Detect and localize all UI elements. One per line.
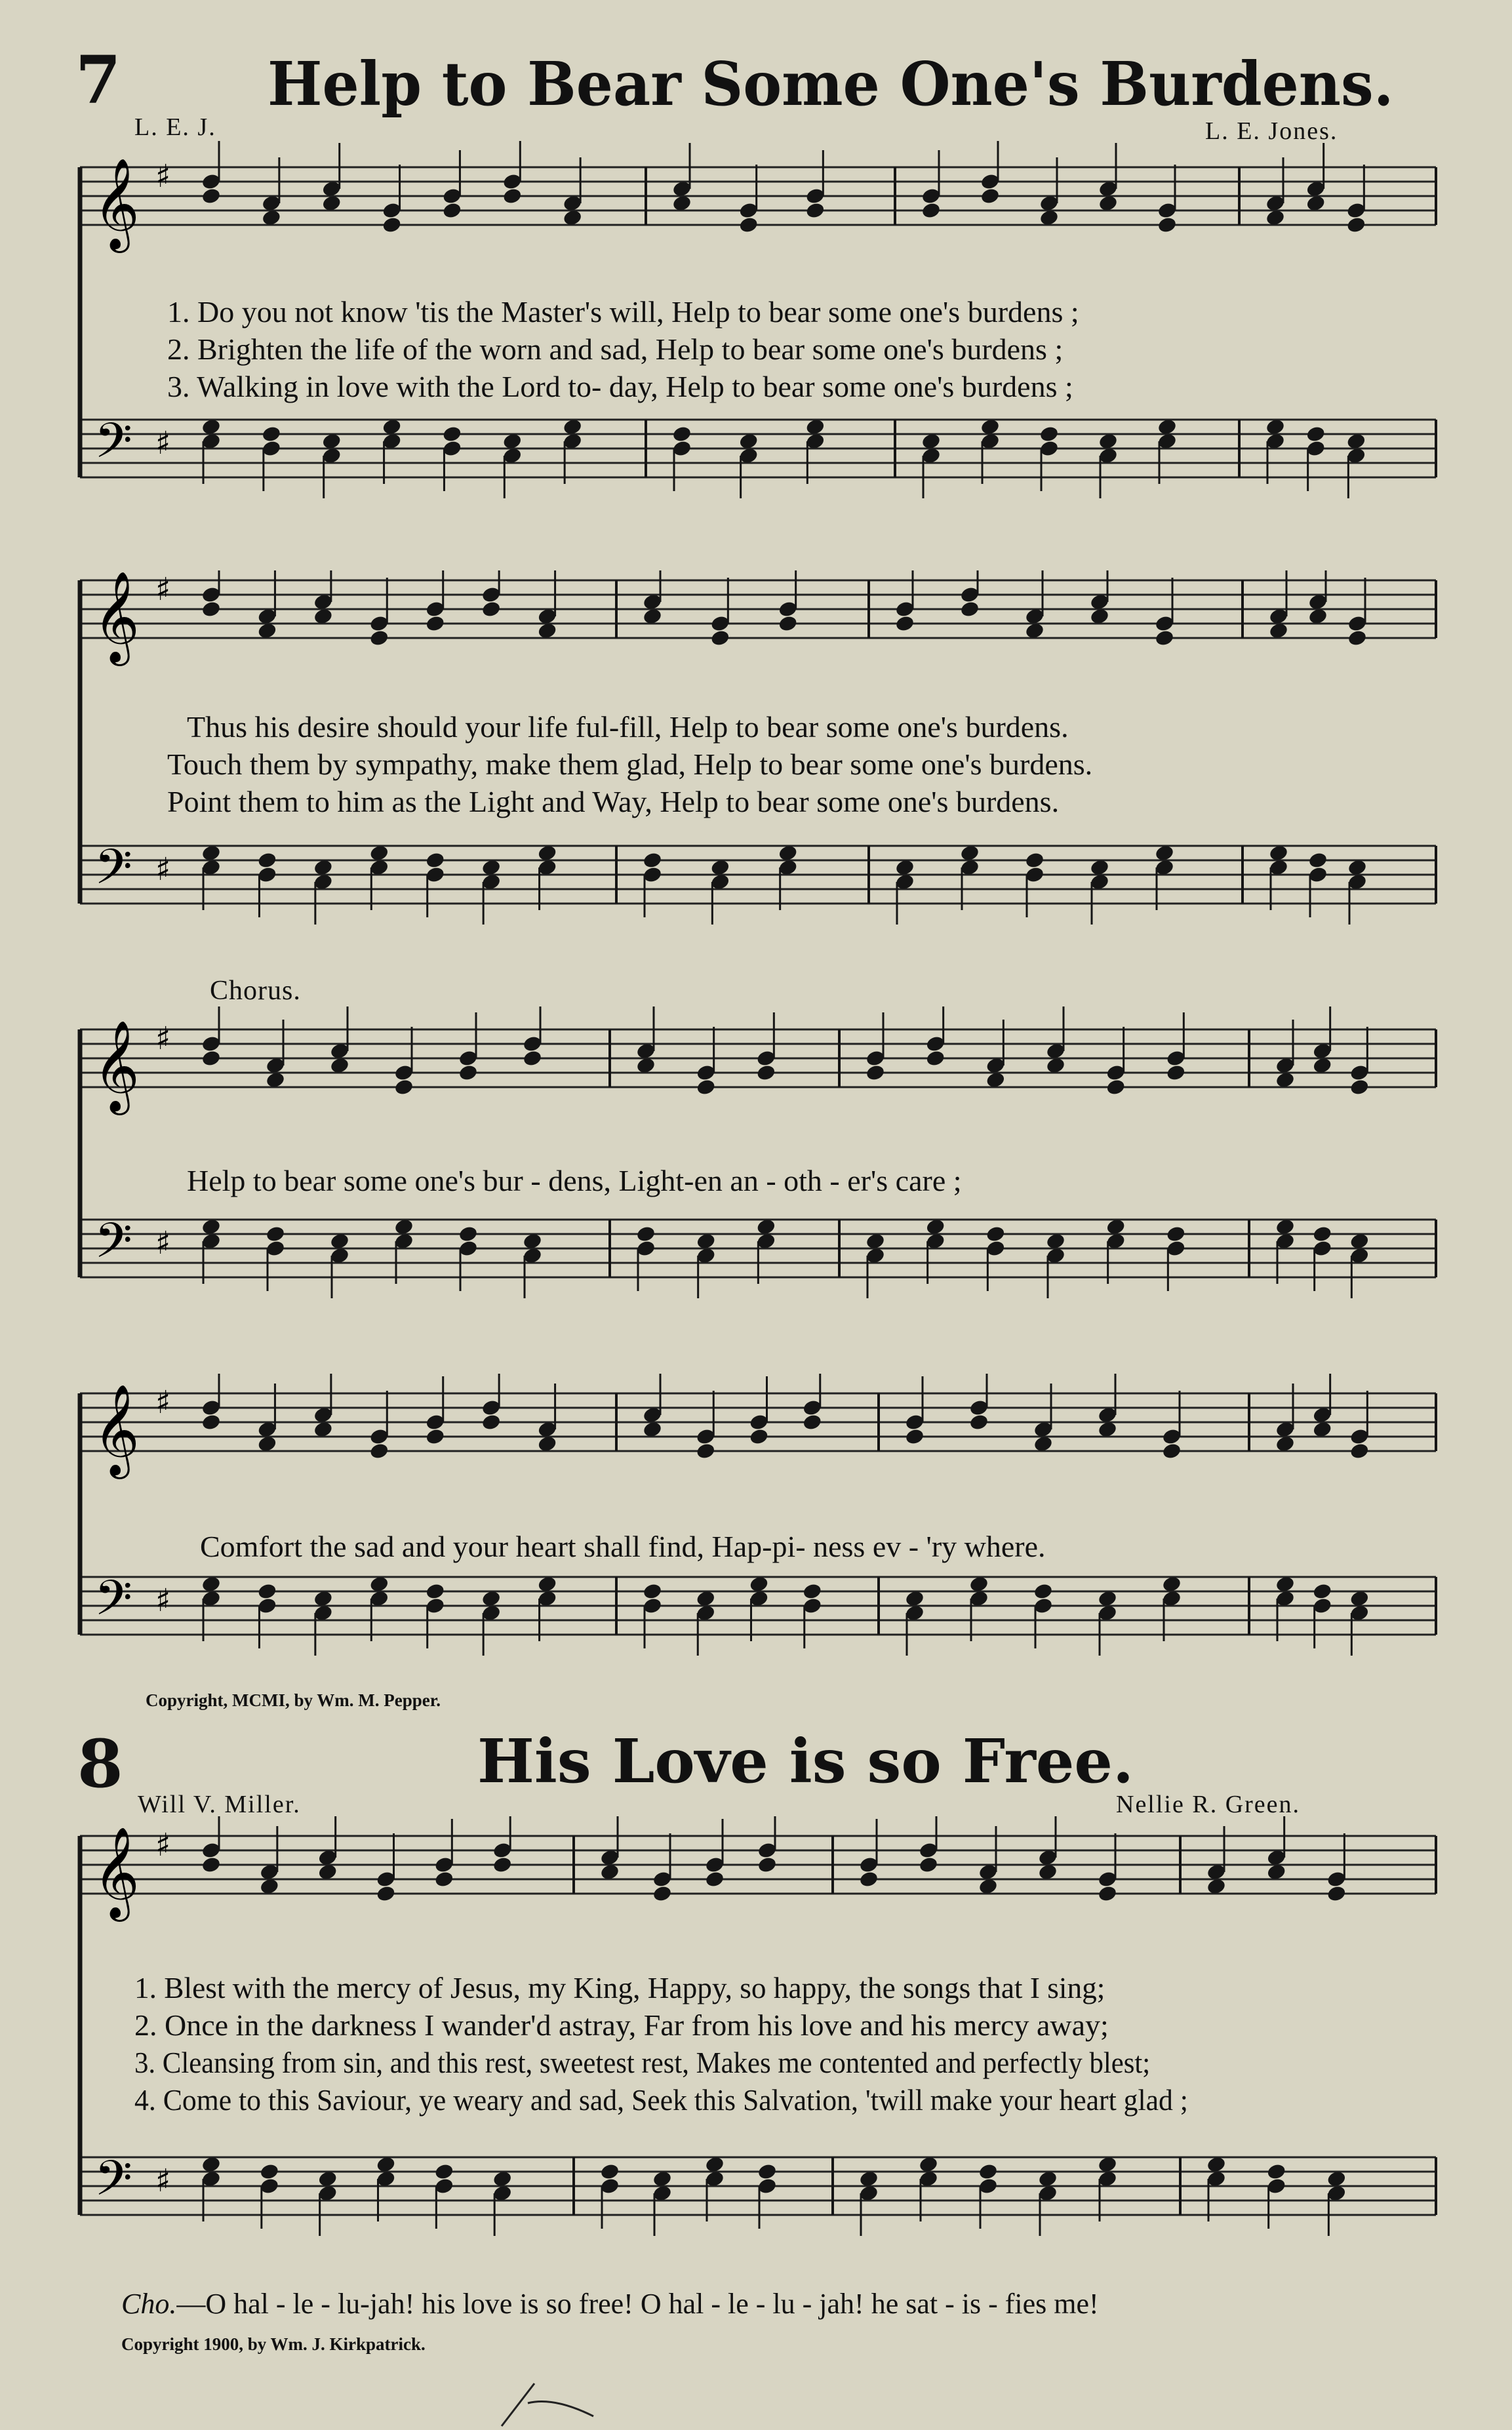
hymn-number: 7 xyxy=(75,41,121,119)
chorus-prefix: Cho. xyxy=(121,2288,177,2320)
treble-clef-icon: 𝄞 xyxy=(93,1020,140,1111)
chorus-lyric-2: Comfort the sad and your heart shall find, Hap-pi- ness ev - 'ry where. xyxy=(200,1530,1046,1563)
sharp-icon: ♯ xyxy=(155,158,171,195)
verse-1-line-b: Thus his desire should your life ful-fill, Help to bear some one's burdens. xyxy=(187,710,1069,744)
verse-2-line-a: 2. Brighten the life of the worn and sad, Help to bear some one's burdens ; xyxy=(167,332,1064,366)
verse-3-line-a: 3. Walking in love with the Lord to- day, Help to bear some one's burdens ; xyxy=(167,370,1073,403)
treble-clef-icon: 𝄞 xyxy=(93,158,140,249)
sharp-icon: ♯ xyxy=(155,571,171,608)
treble-clef-icon: 𝄞 xyxy=(93,571,140,662)
treble-clef-icon: 𝄞 xyxy=(93,1384,140,1475)
sharp-icon: ♯ xyxy=(155,1827,171,1863)
copyright-notice: Copyright 1900, by Wm. J. Kirkpatrick. xyxy=(121,2334,426,2354)
bass-clef-icon: 𝄢 xyxy=(94,2150,132,2219)
sharp-icon: ♯ xyxy=(155,1384,171,1421)
sharp-icon: ♯ xyxy=(155,1020,171,1057)
verse-3-line-b: Point them to him as the Light and Way, Help to bear some one's burdens. xyxy=(167,785,1060,818)
sharp-icon: ♯ xyxy=(155,425,171,462)
bass-clef-icon: 𝄢 xyxy=(94,1570,132,1639)
lyricist-credit: Will V. Miller. xyxy=(138,1791,301,1818)
bass-clef-icon: 𝄢 xyxy=(94,412,132,481)
sharp-icon: ♯ xyxy=(155,2162,171,2199)
verse-1-line-a: 1. Do you not know 'tis the Master's will, Help to bear some one's burdens ; xyxy=(167,295,1079,329)
verse-2-line-b: Touch them by sympathy, make them glad, Help to bear some one's burdens. xyxy=(167,747,1093,781)
chorus-lyric-1: Help to bear some one's bur - dens, Light-en an - oth - er's care ; xyxy=(187,1164,962,1197)
verse-3: 3. Cleansing from sin, and this rest, sweetest rest, Makes me contented and perfectly blest; xyxy=(134,2046,1151,2079)
chorus-label: Chorus. xyxy=(210,976,301,1006)
composer-credit: L. E. Jones. xyxy=(1205,117,1338,145)
composer-credit: Nellie R. Green. xyxy=(1116,1791,1301,1818)
hymn-title: His Love is so Free. xyxy=(477,1726,1134,1797)
chorus-line xyxy=(121,2285,1099,2322)
sharp-icon: ♯ xyxy=(155,1225,171,1262)
sharp-icon: ♯ xyxy=(155,1582,171,1619)
verse-2: 2. Once in the darkness I wander'd astray, Far from his love and his mercy away; xyxy=(134,2008,1109,2042)
verse-4: 4. Come to this Saviour, ye weary and sad, Seek this Salvation, 'twill make your heart glad ; xyxy=(134,2083,1188,2117)
verse-1: 1. Blest with the mercy of Jesus, my King, Happy, so happy, the songs that I sing; xyxy=(134,1971,1105,2004)
note-heads xyxy=(201,1006,1370,1298)
chorus-text: —O hal - le - lu-jah! his love is so free! O hal - le - lu - jah! he sat - is - fies me! xyxy=(176,2288,1099,2320)
hymn-title: Help to Bear Some One's Burdens. xyxy=(268,49,1394,119)
treble-clef-icon: 𝄞 xyxy=(93,1827,140,1918)
lyricist-credit: L. E. J. xyxy=(134,113,216,141)
staff-lines xyxy=(80,1029,1436,1277)
hymn-number: 8 xyxy=(77,1725,123,1803)
bass-clef-icon: 𝄢 xyxy=(94,1212,132,1281)
copyright-notice: Copyright, MCMI, by Wm. M. Pepper. xyxy=(146,1690,441,1710)
printer-mark xyxy=(488,2377,607,2429)
bass-clef-icon: 𝄢 xyxy=(94,839,132,907)
sharp-icon: ♯ xyxy=(155,851,171,888)
note-heads xyxy=(201,1374,1370,1656)
